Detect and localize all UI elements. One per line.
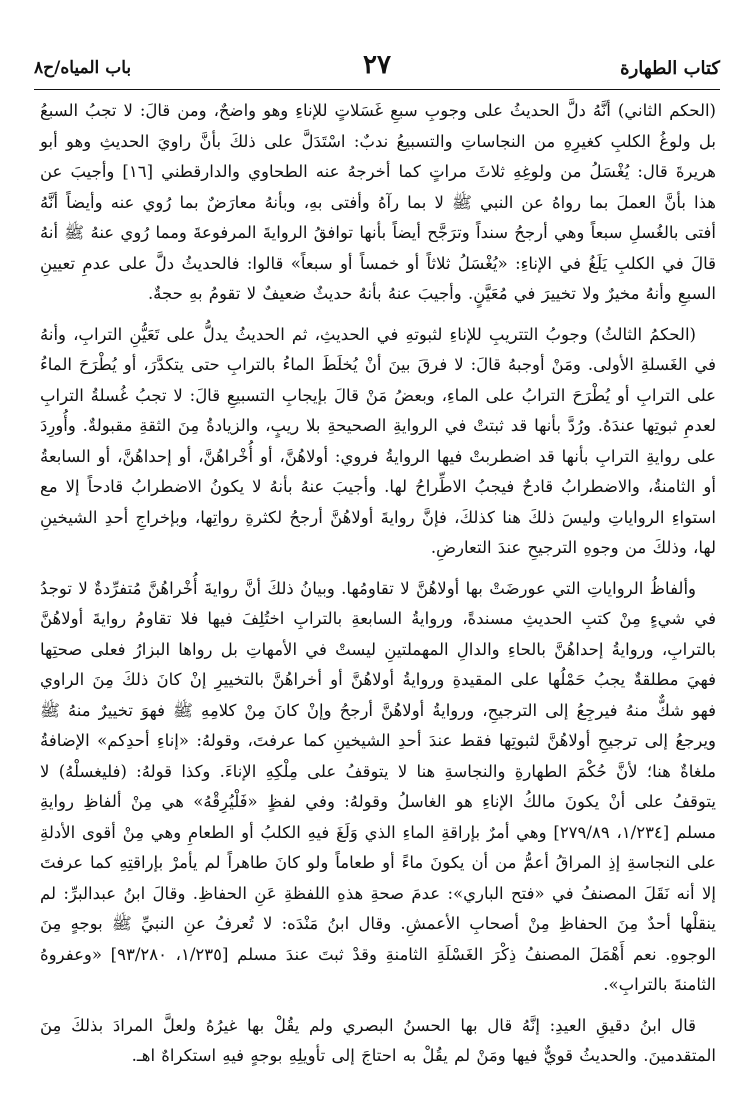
paragraph-ibn-daqiq: قال ابنُ دقيقِ العيدِ: إنَّهُ قال بها الحسنُ البصري ولم يقُلْ بها غيرُهُ ولعلَّ المرادَ بذلكَ مِنَ المتقدمينَ. والحديثُ قويٌّ فيها ومَنْ لم يقُلْ به احتاجَ إلى تأويلِهِ بوجهٍ فيهِ استكراهٌ اهـ. [40,1015,716,1065]
page-number: ٢٧ [363,50,391,80]
paragraph-second-ruling: (الحكم الثاني) أنَّهُ دلَّ الحديثُ على وجوبِ سبعِ غَسَلاتٍ للإناءِ وهو واضحٌ، ومن قالَ: لا تجبُ السبعُ بل ولوغُ الكلبِ كغيرِهِ من النجاساتِ والتسبيعُ ندبٌ: اسْتَدَلَّ على ذلكَ بأنَّ راويَ الحديثِ وهو أبو هريرةَ قال: يُغْسَلُ من ولوغِهِ ثلاثَ مراتٍ كما أخرجهُ عنه الطحاوي والدارقطني [١٦] وأجيبَ عن هذا بأنَّ العملَ بما رواهُ عن النبي ﷺ لا بما رآهُ وأفتى بهِ، وبأنهُ معارَضٌ بما رُوي عنه وأيضاً أنَّهُ أفتى بالغُسلِ سبعاً وهي أرجحُ سنداً وترَجَّح أيضاً بأنها توافقُ الروايةَ المرفوعةَ ومما رُوي عنهُ ﷺ أنهُ قالَ في الكلبِ يَلَغُ في الإناءِ: «يُغْسَلُ ثلاثاً أو خمساً أو سبعاً» قالوا: فالحديثُ دلَّ على عدمِ تعيينِ السبعِ وأنهُ مخيرٌ ولا تخييرَ في مُعَيَّنٍ. وأجيبَ عنهُ بأنهُ حديثٌ ضعيفٌ لا تقومُ بهِ حجةٌ. [40,101,716,303]
paragraph-narrations: وألفاظُ الرواياتِ التي عورضَتْ بها أولاهُنَّ لا تقاومُها. وبيانُ ذلكَ أنَّ روايةَ أُخْراهُنَّ مُتفرِّدةٌ لا توجدُ في شيءٍ مِنْ كتبِ الحديثِ مسندةً، وروايةُ السابعةِ بالترابِ اختُلِفَ فيها فلا تقاومُ روايةَ أولاهُنَّ بالترابِ، وروايةُ إحداهُنَّ بالحاءِ والدالِ المهملتينِ ليستْ في الأمهاتِ بل رواها البزارُ فعلى صحتِها فهيَ مطلقةٌ يجبُ حَمْلُها على المقيدةِ وروايةُ أولاهُنَّ أو أخراهُنَّ بالتخييرِ إنْ كانَ ذلكَ مِنَ الراوي فهو شكٌّ منهُ فيرجِعُ إلى الترجيحِ، وروايةُ أولاهُنَّ أرجحُ وإنْ كانَ مِنْ كلامِهِ ﷺ فهوَ تخييرٌ منهُ ﷺ ويرجعُ إلى ترجيحِ أولاهُنَّ لثبوتِها فقط عندَ أحدِ الشيخينِ كما عرفتَ، وقولهُ: «إناءِ أحدِكم» الإضافةُ ملغاةٌ هنا؛ لأنَّ حُكْمَ الطهارةِ والنجاسةِ هنا لا يتوقفُ على مِلْكِهِ الإناءَ. وكذا قولهُ: (فليغسلْهُ) لا يتوقفُ على أنْ يكونَ مالكُ الإناءِ هو الغاسلُ وقولهُ: وفي لفظٍ «فَلْيُرِقْهُ» هي مِنْ ألفاظِ روايةِ مسلم [١/٢٣٤، ٢٧٩/٨٩] وهي أمرٌ بإراقةِ الماءِ الذي وَلَغَ فيهِ الكلبُ أو الطعامِ وهي مِنْ أقوى الأدلةِ على النجاسةِ إذِ المراقُ أعمُّ من أن يكونَ ماءً أو طعاماً ولو كانَ طاهراً لم يأمرْ بإراقتِهِ كما عرفتَ إلا أنه نَقَلَ المصنفُ في «فتح الباري»: عدمَ صحةِ هذهِ اللفظةِ عَنِ الحفاظِ. وقالَ ابنُ عبدالبرِّ: لم ينقلْها أحدٌ مِنَ الحفاظِ مِنْ أصحابِ الأعمشِ. وقال ابنُ مَنْدَه: لا تُعرفُ عنِ النبيِّ ﷺ بوجهٍ مِنَ الوجوهِ. نعم أَهْمَلَ المصنفُ ذِكْرَ الغَسْلَةِ الثامنةِ وقدْ ثبتَ عندَ مسلم [١/٢٣٥، ٩٣/٢٨٠] «وعفروهُ الثامنةَ بالترابِ». [40,578,717,994]
chapter-reference: باب المياه/ح٨ [34,58,132,78]
book-title: كتاب الطهارة [620,58,720,79]
page-body [40,96,716,1082]
page-header [34,50,720,86]
paragraph-third-ruling: (الحكمُ الثالثُ) وجوبُ التتريبِ للإناءِ لثبوتهِ في الحديثِ، ثم الحديثُ يدلُّ على تَعَيُّنِ الترابِ، وأنهُ في الغَسلةِ الأولى. ومَنْ أوجبهُ قالَ: لا فرقَ بينَ أنْ يُخلَطَ الماءُ بالترابِ حتى يتكدَّرَ، أو يُطْرَحَ الماءُ على الترابِ أو يُطْرَحَ الترابُ على الماءِ، وبعضُ مَنْ قالَ بإيجابِ التسبيعِ قالَ: لا تجبُ غُسلةُ الترابِ لعدمِ ثبوتِها عندَهُ. ورُدَّ بأنها قد ثبتتْ في الروايةِ الصحيحةِ بلا ريبٍ، والزيادةُ مِنَ الثقةِ مقبولةٌ. وأُورِدَ على روايةِ الترابِ بأنها قد اضطربتْ فيها الروايةُ فروي: أولاهُنَّ، أو أُخْراهُنَّ، أو إحداهُنَّ، أو السابعةُ أو الثامنةُ، والاضطرابُ قادحٌ فيجبُ الاطِّراحُ لها. وأجيبَ عنهُ بأنهُ لا يكونُ الاضطرابُ قادحاً إلا مع استواءِ الرواياتِ وليسَ ذلكَ هنا كذلكَ، فإنَّ روايةَ أولاهُنَّ أرجحُ لكثرةِ رواتِها، وبإخراجِ أحدِ الشيخينِ لها، وذلكَ من وجوهِ الترجيحِ عندَ التعارضِ. [40,324,716,557]
header-divider [34,89,720,90]
